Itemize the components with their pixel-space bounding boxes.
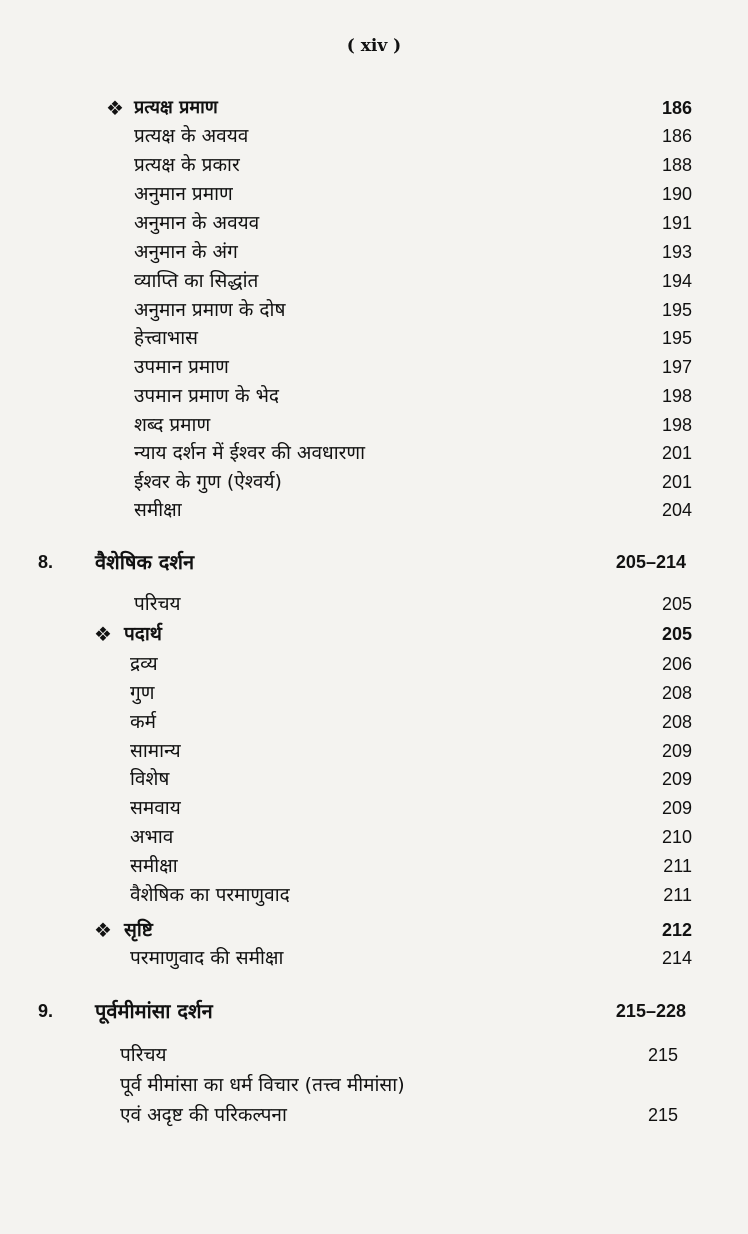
toc-page: 206: [661, 654, 692, 674]
toc-entry: [0, 151, 748, 181]
page-number: ( xiv ): [346, 36, 402, 56]
toc-entry: [0, 180, 748, 210]
toc-entry: [0, 267, 748, 297]
diamond-bullet-icon: ❖: [94, 918, 112, 942]
chapter-title: पूर्वमीमांसा दर्शन: [95, 999, 213, 1023]
toc-entry: [0, 324, 748, 354]
chapter-page-range: 215–228: [615, 1001, 686, 1021]
toc-entry: [0, 765, 748, 795]
toc-entry: [0, 852, 748, 882]
toc-page: 215: [647, 1105, 678, 1125]
toc-entry: [0, 1101, 748, 1131]
diamond-bullet-icon: ❖: [106, 96, 124, 120]
toc-label: न्याय दर्शन में ईश्वर की अवधारणा: [134, 442, 366, 464]
chapter-heading: [0, 548, 748, 578]
toc-entry: [0, 823, 748, 853]
toc-entry: [0, 94, 748, 124]
chapter-title: वैशेषिक दर्शन: [95, 550, 195, 574]
toc-entry: [0, 353, 748, 383]
toc-page: 209: [661, 741, 692, 761]
toc-entry: [0, 209, 748, 239]
toc-page: 211: [663, 885, 692, 905]
toc-label: पूर्व मीमांसा का धर्म विचार (तत्त्व मीमांसा): [120, 1074, 405, 1096]
toc-label: व्याप्ति का सिद्धांत: [134, 270, 259, 292]
toc-page: 210: [661, 827, 692, 847]
toc-entry: [0, 382, 748, 412]
toc-entry: [0, 1041, 748, 1071]
toc-label: अनुमान प्रमाण के दोष: [134, 299, 286, 321]
toc-page: 186: [661, 98, 692, 118]
toc-page: 194: [661, 271, 692, 291]
toc-entry: [0, 881, 748, 911]
toc-entry: [0, 496, 748, 526]
toc-entry: [0, 737, 748, 767]
toc-page: 209: [661, 769, 692, 789]
toc-label: द्रव्य: [130, 653, 158, 675]
toc-page: 212: [661, 920, 692, 940]
toc-label: हेत्त्वाभास: [134, 327, 199, 349]
toc-label: परिचय: [120, 1044, 167, 1066]
toc-label: अनुमान के अंग: [134, 241, 238, 263]
toc-label: प्रत्यक्ष के अवयव: [134, 125, 249, 147]
toc-page: 198: [661, 415, 692, 435]
toc-label: विशेष: [130, 768, 170, 790]
toc-entry: [0, 122, 748, 152]
toc-page: 201: [661, 472, 692, 492]
toc-heading: पदार्थ: [124, 623, 162, 645]
toc-entry: [0, 944, 748, 974]
toc-page: 197: [661, 357, 692, 377]
toc-entry: [0, 1071, 748, 1101]
toc-page: 188: [661, 155, 692, 175]
toc-entry: [0, 679, 748, 709]
toc-page: 193: [661, 242, 692, 262]
toc-entry: [0, 708, 748, 738]
toc-entry: [0, 620, 748, 650]
chapter-number: 8.: [38, 552, 54, 572]
toc-label: समीक्षा: [134, 499, 182, 521]
toc-label: परिचय: [134, 593, 181, 615]
toc-entry: [0, 916, 748, 946]
toc-page: 186: [661, 126, 692, 146]
toc-page: 205: [661, 624, 692, 644]
toc-entry: [0, 468, 748, 498]
toc-entry: [0, 794, 748, 824]
toc-page: 195: [661, 300, 692, 320]
toc-heading: सृष्टि: [124, 919, 153, 941]
toc-label: वैशेषिक का परमाणुवाद: [130, 884, 290, 906]
toc-page: 190: [661, 184, 692, 204]
toc-page: 205: [661, 594, 692, 614]
toc-label: प्रत्यक्ष के प्रकार: [134, 154, 240, 176]
toc-label: अनुमान प्रमाण: [134, 183, 233, 205]
toc-label: कर्म: [130, 711, 156, 733]
chapter-number: 9.: [38, 1001, 54, 1021]
toc-label: अनुमान के अवयव: [134, 212, 260, 234]
toc-label: सामान्य: [130, 740, 181, 762]
toc-entry: [0, 590, 748, 620]
toc-label: एवं अदृष्ट की परिकल्पना: [120, 1104, 287, 1126]
toc-label: परमाणुवाद की समीक्षा: [130, 947, 284, 969]
toc-label: अभाव: [130, 826, 174, 848]
toc-label: शब्द प्रमाण: [134, 414, 211, 436]
toc-label: गुण: [130, 682, 155, 704]
toc-label: उपमान प्रमाण के भेद: [134, 385, 280, 407]
toc-page: 204: [661, 500, 692, 520]
toc-page: 191: [661, 213, 692, 233]
toc-page: 198: [661, 386, 692, 406]
toc-heading: प्रत्यक्ष प्रमाण: [134, 97, 218, 118]
toc-page: 208: [661, 712, 692, 732]
toc-entry: [0, 238, 748, 268]
toc-entry: [0, 439, 748, 469]
toc-page: 195: [661, 328, 692, 348]
toc-entry: [0, 650, 748, 680]
toc-page: 208: [661, 683, 692, 703]
toc-page: 201: [661, 443, 692, 463]
chapter-page-range: 205–214: [615, 552, 686, 572]
toc-page: 211: [663, 856, 692, 876]
toc-page: 215: [647, 1045, 678, 1065]
toc-label: ईश्वर के गुण (ऐश्वर्य): [134, 471, 282, 493]
toc-entry: [0, 411, 748, 441]
toc-page: 209: [661, 798, 692, 818]
toc-label: समीक्षा: [130, 855, 178, 877]
toc-page: 214: [661, 948, 692, 968]
chapter-heading: [0, 997, 748, 1027]
diamond-bullet-icon: ❖: [94, 622, 112, 646]
toc-label: उपमान प्रमाण: [134, 356, 229, 378]
toc-entry: [0, 296, 748, 326]
toc-label: समवाय: [130, 797, 181, 819]
